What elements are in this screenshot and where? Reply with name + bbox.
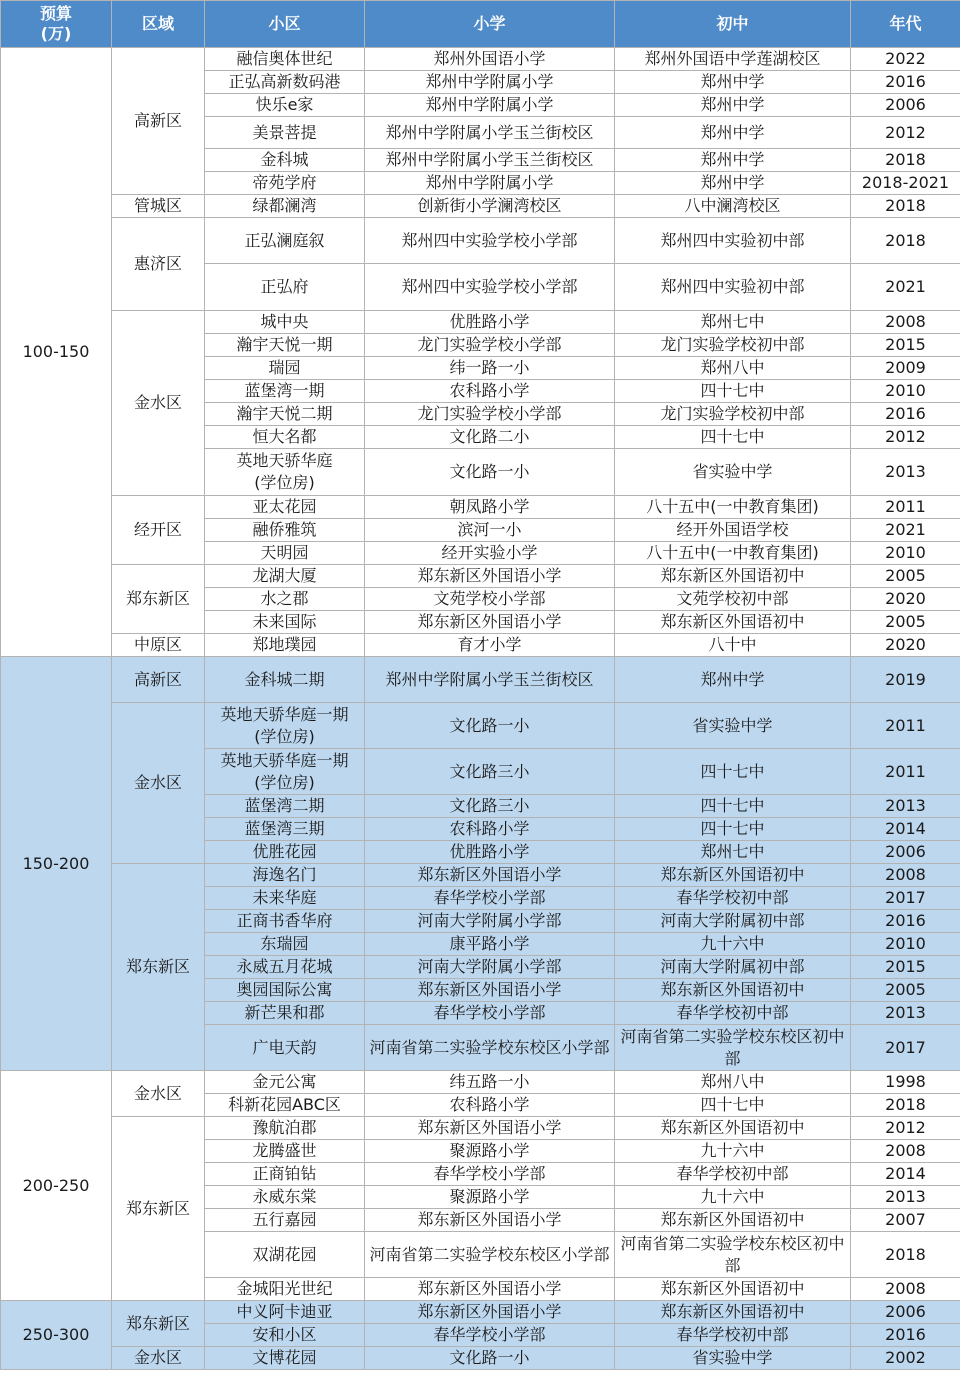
year-cell: 2014 (851, 1163, 960, 1186)
community-cell: 优胜花园 (205, 841, 365, 864)
middle-school-cell: 省实验中学 (615, 449, 851, 496)
community-cell: 东瑞园 (205, 933, 365, 956)
middle-school-cell: 郑东新区外国语初中 (615, 611, 851, 634)
community-cell: 龙腾盛世 (205, 1140, 365, 1163)
primary-school-cell: 郑州中学附属小学玉兰街校区 (365, 657, 615, 703)
community-cell: 美景菩提 (205, 117, 365, 149)
community-cell: 英地天骄华庭 (学位房) (205, 449, 365, 496)
community-cell: 正商书香华府 (205, 910, 365, 933)
middle-school-cell: 春华学校初中部 (615, 1163, 851, 1186)
year-cell: 2021 (851, 519, 960, 542)
middle-school-cell: 龙门实验学校初中部 (615, 403, 851, 426)
year-cell: 2018 (851, 1232, 960, 1278)
community-cell: 蓝堡湾一期 (205, 380, 365, 403)
middle-school-cell: 省实验中学 (615, 703, 851, 749)
middle-school-cell: 郑州中学 (615, 94, 851, 117)
primary-school-cell: 郑州四中实验学校小学部 (365, 218, 615, 264)
middle-school-cell: 河南大学附属初中部 (615, 910, 851, 933)
year-cell: 2018 (851, 1094, 960, 1117)
middle-school-cell: 春华学校初中部 (615, 1324, 851, 1347)
primary-school-cell: 滨河一小 (365, 519, 615, 542)
year-cell: 2007 (851, 1209, 960, 1232)
year-cell: 2005 (851, 611, 960, 634)
middle-school-cell: 春华学校初中部 (615, 887, 851, 910)
middle-school-cell: 河南大学附属初中部 (615, 956, 851, 979)
year-cell: 2011 (851, 496, 960, 519)
middle-school-cell: 四十七中 (615, 380, 851, 403)
year-cell: 2022 (851, 48, 960, 71)
primary-school-cell: 文化路一小 (365, 1347, 615, 1370)
middle-school-cell: 郑州中学 (615, 117, 851, 149)
middle-school-cell: 河南省第二实验学校东校区初中部 (615, 1232, 851, 1278)
district-cell: 金水区 (112, 1071, 205, 1117)
primary-school-cell: 纬五路一小 (365, 1071, 615, 1094)
community-cell: 融信奥体世纪 (205, 48, 365, 71)
header-district: 区域 (112, 1, 205, 48)
middle-school-cell: 郑州八中 (615, 1071, 851, 1094)
community-cell: 帝苑学府 (205, 172, 365, 195)
year-cell: 2013 (851, 795, 960, 818)
primary-school-cell: 郑州中学附属小学玉兰街校区 (365, 117, 615, 149)
district-cell: 中原区 (112, 634, 205, 657)
middle-school-cell: 四十七中 (615, 426, 851, 449)
middle-school-cell: 郑州中学 (615, 71, 851, 94)
year-cell: 2010 (851, 380, 960, 403)
year-cell: 2016 (851, 403, 960, 426)
middle-school-cell: 春华学校初中部 (615, 1002, 851, 1025)
community-cell: 瑞园 (205, 357, 365, 380)
community-cell: 正弘高新数码港 (205, 71, 365, 94)
year-cell: 2009 (851, 357, 960, 380)
table-body (1, 48, 960, 1370)
table-row (1, 48, 960, 71)
middle-school-cell: 郑州中学 (615, 172, 851, 195)
table-row (1, 218, 960, 264)
primary-school-cell: 郑东新区外国语小学 (365, 979, 615, 1002)
primary-school-cell: 郑州中学附属小学 (365, 172, 615, 195)
middle-school-cell: 四十七中 (615, 795, 851, 818)
year-cell: 2005 (851, 979, 960, 1002)
table-row (1, 657, 960, 703)
community-cell: 城中央 (205, 311, 365, 334)
community-cell: 广电天韵 (205, 1025, 365, 1071)
year-cell: 2021 (851, 264, 960, 311)
primary-school-cell: 春华学校小学部 (365, 887, 615, 910)
community-cell: 中义阿卡迪亚 (205, 1301, 365, 1324)
year-cell: 2016 (851, 71, 960, 94)
primary-school-cell: 文化路二小 (365, 426, 615, 449)
district-cell: 金水区 (112, 1347, 205, 1370)
primary-school-cell: 春华学校小学部 (365, 1002, 615, 1025)
middle-school-cell: 龙门实验学校初中部 (615, 334, 851, 357)
community-cell: 奥园国际公寓 (205, 979, 365, 1002)
community-cell: 水之郡 (205, 588, 365, 611)
year-cell: 2006 (851, 841, 960, 864)
middle-school-cell: 省实验中学 (615, 1347, 851, 1370)
primary-school-cell: 河南省第二实验学校东校区小学部 (365, 1025, 615, 1071)
primary-school-cell: 聚源路小学 (365, 1186, 615, 1209)
year-cell: 2008 (851, 1278, 960, 1301)
table-row (1, 1347, 960, 1370)
header-middle-school: 初中 (615, 1, 851, 48)
year-cell: 2020 (851, 634, 960, 657)
community-cell: 恒大名都 (205, 426, 365, 449)
community-cell: 新芒果和郡 (205, 1002, 365, 1025)
header-primary-school: 小学 (365, 1, 615, 48)
primary-school-cell: 春华学校小学部 (365, 1163, 615, 1186)
year-cell: 2013 (851, 449, 960, 496)
table-row (1, 195, 960, 218)
middle-school-cell: 河南省第二实验学校东校区初中部 (615, 1025, 851, 1071)
year-cell: 2012 (851, 117, 960, 149)
middle-school-cell: 郑东新区外国语初中 (615, 979, 851, 1002)
district-cell: 经开区 (112, 496, 205, 565)
community-cell: 未来华庭 (205, 887, 365, 910)
community-cell: 永威东棠 (205, 1186, 365, 1209)
year-cell: 2008 (851, 311, 960, 334)
middle-school-cell: 九十六中 (615, 1140, 851, 1163)
year-cell: 2006 (851, 1301, 960, 1324)
community-cell: 正商铂钻 (205, 1163, 365, 1186)
year-cell: 2017 (851, 1025, 960, 1071)
community-cell: 瀚宇天悦一期 (205, 334, 365, 357)
district-cell: 高新区 (112, 657, 205, 703)
district-cell: 郑东新区 (112, 1117, 205, 1301)
year-cell: 2011 (851, 703, 960, 749)
table-row (1, 1117, 960, 1140)
middle-school-cell: 八十五中(一中教育集团) (615, 496, 851, 519)
district-cell: 金水区 (112, 703, 205, 864)
primary-school-cell: 经开实验小学 (365, 542, 615, 565)
year-cell: 2011 (851, 749, 960, 795)
primary-school-cell: 河南省第二实验学校东校区小学部 (365, 1232, 615, 1278)
primary-school-cell: 康平路小学 (365, 933, 615, 956)
table-row (1, 703, 960, 749)
community-cell: 五行嘉园 (205, 1209, 365, 1232)
primary-school-cell: 文化路三小 (365, 795, 615, 818)
year-cell: 2018 (851, 149, 960, 172)
primary-school-cell: 文化路三小 (365, 749, 615, 795)
year-cell: 2006 (851, 94, 960, 117)
community-cell: 亚太花园 (205, 496, 365, 519)
middle-school-cell: 郑东新区外国语初中 (615, 565, 851, 588)
community-cell: 绿都澜湾 (205, 195, 365, 218)
middle-school-cell: 九十六中 (615, 933, 851, 956)
year-cell: 2010 (851, 933, 960, 956)
district-cell: 金水区 (112, 311, 205, 496)
community-cell: 天明园 (205, 542, 365, 565)
table-row (1, 496, 960, 519)
primary-school-cell: 郑州四中实验学校小学部 (365, 264, 615, 311)
primary-school-cell: 农科路小学 (365, 818, 615, 841)
middle-school-cell: 四十七中 (615, 749, 851, 795)
year-cell: 2020 (851, 588, 960, 611)
year-cell: 2008 (851, 1140, 960, 1163)
primary-school-cell: 创新街小学澜湾校区 (365, 195, 615, 218)
primary-school-cell: 育才小学 (365, 634, 615, 657)
community-cell: 科新花园ABC区 (205, 1094, 365, 1117)
middle-school-cell: 郑州四中实验初中部 (615, 218, 851, 264)
primary-school-cell: 优胜路小学 (365, 841, 615, 864)
header-budget: 预算 (万) (1, 1, 112, 48)
primary-school-cell: 郑州中学附属小学 (365, 71, 615, 94)
middle-school-cell: 郑东新区外国语初中 (615, 1209, 851, 1232)
primary-school-cell: 河南大学附属小学部 (365, 956, 615, 979)
table-row (1, 1301, 960, 1324)
district-cell: 郑东新区 (112, 864, 205, 1071)
primary-school-cell: 纬一路一小 (365, 357, 615, 380)
budget-range-cell: 250-300 (1, 1301, 112, 1370)
middle-school-cell: 郑州七中 (615, 841, 851, 864)
community-cell: 融侨雅筑 (205, 519, 365, 542)
table-row (1, 634, 960, 657)
primary-school-cell: 优胜路小学 (365, 311, 615, 334)
primary-school-cell: 郑东新区外国语小学 (365, 1209, 615, 1232)
year-cell: 2018 (851, 218, 960, 264)
middle-school-cell: 八十五中(一中教育集团) (615, 542, 851, 565)
primary-school-cell: 春华学校小学部 (365, 1324, 615, 1347)
middle-school-cell: 四十七中 (615, 818, 851, 841)
community-cell: 郑地璞园 (205, 634, 365, 657)
middle-school-cell: 郑东新区外国语初中 (615, 1278, 851, 1301)
budget-range-cell: 100-150 (1, 48, 112, 657)
primary-school-cell: 郑东新区外国语小学 (365, 1278, 615, 1301)
primary-school-cell: 郑东新区外国语小学 (365, 611, 615, 634)
header-community: 小区 (205, 1, 365, 48)
year-cell: 2016 (851, 1324, 960, 1347)
primary-school-cell: 聚源路小学 (365, 1140, 615, 1163)
year-cell: 2012 (851, 1117, 960, 1140)
year-cell: 2005 (851, 565, 960, 588)
primary-school-cell: 朝凤路小学 (365, 496, 615, 519)
community-cell: 金科城 (205, 149, 365, 172)
community-cell: 文博花园 (205, 1347, 365, 1370)
middle-school-cell: 经开外国语学校 (615, 519, 851, 542)
community-cell: 金城阳光世纪 (205, 1278, 365, 1301)
year-cell: 2016 (851, 910, 960, 933)
middle-school-cell: 八十中 (615, 634, 851, 657)
budget-range-cell: 150-200 (1, 657, 112, 1071)
middle-school-cell: 郑东新区外国语初中 (615, 1117, 851, 1140)
primary-school-cell: 郑东新区外国语小学 (365, 1301, 615, 1324)
primary-school-cell: 文苑学校小学部 (365, 588, 615, 611)
middle-school-cell: 九十六中 (615, 1186, 851, 1209)
year-cell: 2014 (851, 818, 960, 841)
year-cell: 2013 (851, 1186, 960, 1209)
middle-school-cell: 郑州七中 (615, 311, 851, 334)
community-cell: 海逸名门 (205, 864, 365, 887)
year-cell: 2013 (851, 1002, 960, 1025)
header-year: 年代 (851, 1, 960, 48)
community-cell: 豫航泊郡 (205, 1117, 365, 1140)
primary-school-cell: 龙门实验学校小学部 (365, 334, 615, 357)
year-cell: 2010 (851, 542, 960, 565)
community-cell: 英地天骄华庭一期 (学位房) (205, 703, 365, 749)
middle-school-cell: 郑州外国语中学莲湖校区 (615, 48, 851, 71)
primary-school-cell: 文化路一小 (365, 703, 615, 749)
middle-school-cell: 郑州四中实验初中部 (615, 264, 851, 311)
year-cell: 2018-2021 (851, 172, 960, 195)
primary-school-cell: 文化路一小 (365, 449, 615, 496)
middle-school-cell: 郑州中学 (615, 149, 851, 172)
community-cell: 未来国际 (205, 611, 365, 634)
community-cell: 永威五月花城 (205, 956, 365, 979)
table-row (1, 864, 960, 887)
community-cell: 双湖花园 (205, 1232, 365, 1278)
community-cell: 英地天骄华庭一期 (学位房) (205, 749, 365, 795)
community-cell: 正弘澜庭叙 (205, 218, 365, 264)
table-row (1, 565, 960, 588)
community-cell: 金科城二期 (205, 657, 365, 703)
year-cell: 1998 (851, 1071, 960, 1094)
primary-school-cell: 农科路小学 (365, 1094, 615, 1117)
budget-range-cell: 200-250 (1, 1071, 112, 1301)
middle-school-cell: 四十七中 (615, 1094, 851, 1117)
middle-school-cell: 八中澜湾校区 (615, 195, 851, 218)
community-cell: 安和小区 (205, 1324, 365, 1347)
middle-school-cell: 郑州八中 (615, 357, 851, 380)
year-cell: 2017 (851, 887, 960, 910)
middle-school-cell: 郑州中学 (615, 657, 851, 703)
district-cell: 高新区 (112, 48, 205, 195)
year-cell: 2015 (851, 956, 960, 979)
year-cell: 2008 (851, 864, 960, 887)
middle-school-cell: 文苑学校初中部 (615, 588, 851, 611)
community-cell: 快乐e家 (205, 94, 365, 117)
primary-school-cell: 郑东新区外国语小学 (365, 864, 615, 887)
primary-school-cell: 郑东新区外国语小学 (365, 1117, 615, 1140)
primary-school-cell: 农科路小学 (365, 380, 615, 403)
primary-school-cell: 郑州外国语小学 (365, 48, 615, 71)
primary-school-cell: 河南大学附属小学部 (365, 910, 615, 933)
year-cell: 2015 (851, 334, 960, 357)
header-row (1, 1, 960, 48)
community-cell: 正弘府 (205, 264, 365, 311)
table-row (1, 311, 960, 334)
district-cell: 郑东新区 (112, 565, 205, 634)
primary-school-cell: 龙门实验学校小学部 (365, 403, 615, 426)
table-row (1, 1071, 960, 1094)
year-cell: 2002 (851, 1347, 960, 1370)
middle-school-cell: 郑东新区外国语初中 (615, 1301, 851, 1324)
year-cell: 2012 (851, 426, 960, 449)
year-cell: 2019 (851, 657, 960, 703)
year-cell: 2018 (851, 195, 960, 218)
community-cell: 瀚宇天悦二期 (205, 403, 365, 426)
primary-school-cell: 郑州中学附属小学玉兰街校区 (365, 149, 615, 172)
community-cell: 龙湖大厦 (205, 565, 365, 588)
community-cell: 蓝堡湾二期 (205, 795, 365, 818)
district-cell: 郑东新区 (112, 1301, 205, 1347)
community-cell: 蓝堡湾三期 (205, 818, 365, 841)
middle-school-cell: 郑东新区外国语初中 (615, 864, 851, 887)
primary-school-cell: 郑东新区外国语小学 (365, 565, 615, 588)
district-cell: 管城区 (112, 195, 205, 218)
primary-school-cell: 郑州中学附属小学 (365, 94, 615, 117)
district-cell: 惠济区 (112, 218, 205, 311)
community-cell: 金元公寓 (205, 1071, 365, 1094)
